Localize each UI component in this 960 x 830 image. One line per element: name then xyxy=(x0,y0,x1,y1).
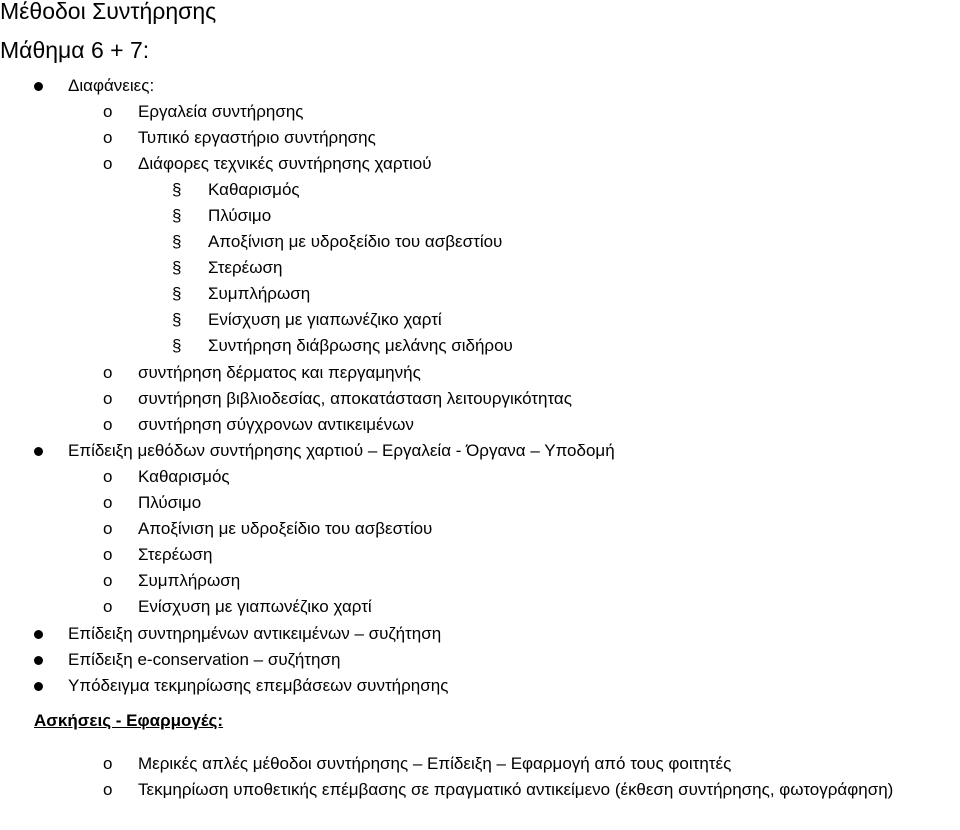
list-item: Στερέωση xyxy=(138,545,213,564)
lesson-subtitle: Μάθημα 6 + 7: xyxy=(0,37,150,63)
section-marker: § xyxy=(172,336,182,355)
list-item: Καθαρισμός xyxy=(138,467,230,486)
list-item: Καθαρισμός xyxy=(208,180,300,199)
section-marker: § xyxy=(172,180,182,199)
list-item: Αποξίνιση με υδροξείδιο του ασβεστίου xyxy=(138,519,433,538)
list-item: συντήρηση βιβλιοδεσίας, αποκατάσταση λειτουργικότητας xyxy=(138,389,572,408)
circle-marker: o xyxy=(103,519,113,538)
list-item: Εργαλεία συντήρησης xyxy=(138,102,304,121)
bullet-item-documentation-template: Υπόδειγμα τεκμηρίωσης επεμβάσεων συντήρησης xyxy=(68,676,449,695)
circle-marker: o xyxy=(103,545,113,564)
list-item: Συμπλήρωση xyxy=(138,571,241,590)
exercises-heading: Ασκήσεις - Εφαρμογές: xyxy=(34,711,224,730)
list-item: Πλύσιμο xyxy=(138,493,202,512)
list-item: Αποξίνιση με υδροξείδιο του ασβεστίου xyxy=(208,232,503,251)
exercise-item: Τεκμηρίωση υποθετικής επέμβασης σε πραγματικό αντικείμενο (έκθεση συντήρησης, φωτογράφηση) xyxy=(138,780,894,799)
circle-marker: o xyxy=(103,780,113,799)
circle-marker: o xyxy=(103,363,113,382)
list-item: Ενίσχυση με γιαπωνέζικο χαρτί xyxy=(138,597,372,616)
bullet-marker xyxy=(34,656,43,665)
section-marker: § xyxy=(172,284,182,303)
bullet-marker xyxy=(34,682,43,691)
bullet-item-demo-methods: Επίδειξη μεθόδων συντήρησης χαρτιού – Εργαλεία - Όργανα – Υποδομή xyxy=(68,441,615,460)
list-item: Στερέωση xyxy=(208,258,283,277)
bullet-item-demo-objects: Επίδειξη συντηρημένων αντικειμένων – συζήτηση xyxy=(68,624,442,643)
bullet-marker xyxy=(34,447,43,456)
bullet-marker xyxy=(34,630,43,639)
section-marker: § xyxy=(172,206,182,225)
list-item: Συμπλήρωση xyxy=(208,284,311,303)
list-item: Τυπικό εργαστήριο συντήρησης xyxy=(138,128,376,147)
bullet-marker xyxy=(34,82,43,91)
list-item: Πλύσιμο xyxy=(208,206,272,225)
list-item: Ενίσχυση με γιαπωνέζικο χαρτί xyxy=(208,310,442,329)
list-item: Συντήρηση διάβρωσης μελάνης σιδήρου xyxy=(208,336,513,355)
circle-marker: o xyxy=(103,597,113,616)
section-marker: § xyxy=(172,310,182,329)
circle-marker: o xyxy=(103,415,113,434)
circle-marker: o xyxy=(103,128,113,147)
list-item: Διάφορες τεχνικές συντήρησης χαρτιού xyxy=(138,154,432,173)
circle-marker: o xyxy=(103,493,113,512)
circle-marker: o xyxy=(103,154,113,173)
bullet-item-slides: Διαφάνειες: xyxy=(68,76,155,95)
document-title: Μέθοδοι Συντήρησης xyxy=(0,0,217,24)
list-item: συντήρηση δέρματος και περγαμηνής xyxy=(138,363,421,382)
list-item: συντήρηση σύγχρονων αντικειμένων xyxy=(138,415,414,434)
exercise-item: Μερικές απλές μέθοδοι συντήρησης – Επίδειξη – Εφαρμογή από τους φοιτητές xyxy=(138,754,732,773)
bullet-item-e-conservation: Επίδειξη e-conservation – συζήτηση xyxy=(68,650,341,669)
circle-marker: o xyxy=(103,102,113,121)
circle-marker: o xyxy=(103,754,113,773)
circle-marker: o xyxy=(103,389,113,408)
circle-marker: o xyxy=(103,571,113,590)
circle-marker: o xyxy=(103,467,113,486)
section-marker: § xyxy=(172,232,182,251)
section-marker: § xyxy=(172,258,182,277)
